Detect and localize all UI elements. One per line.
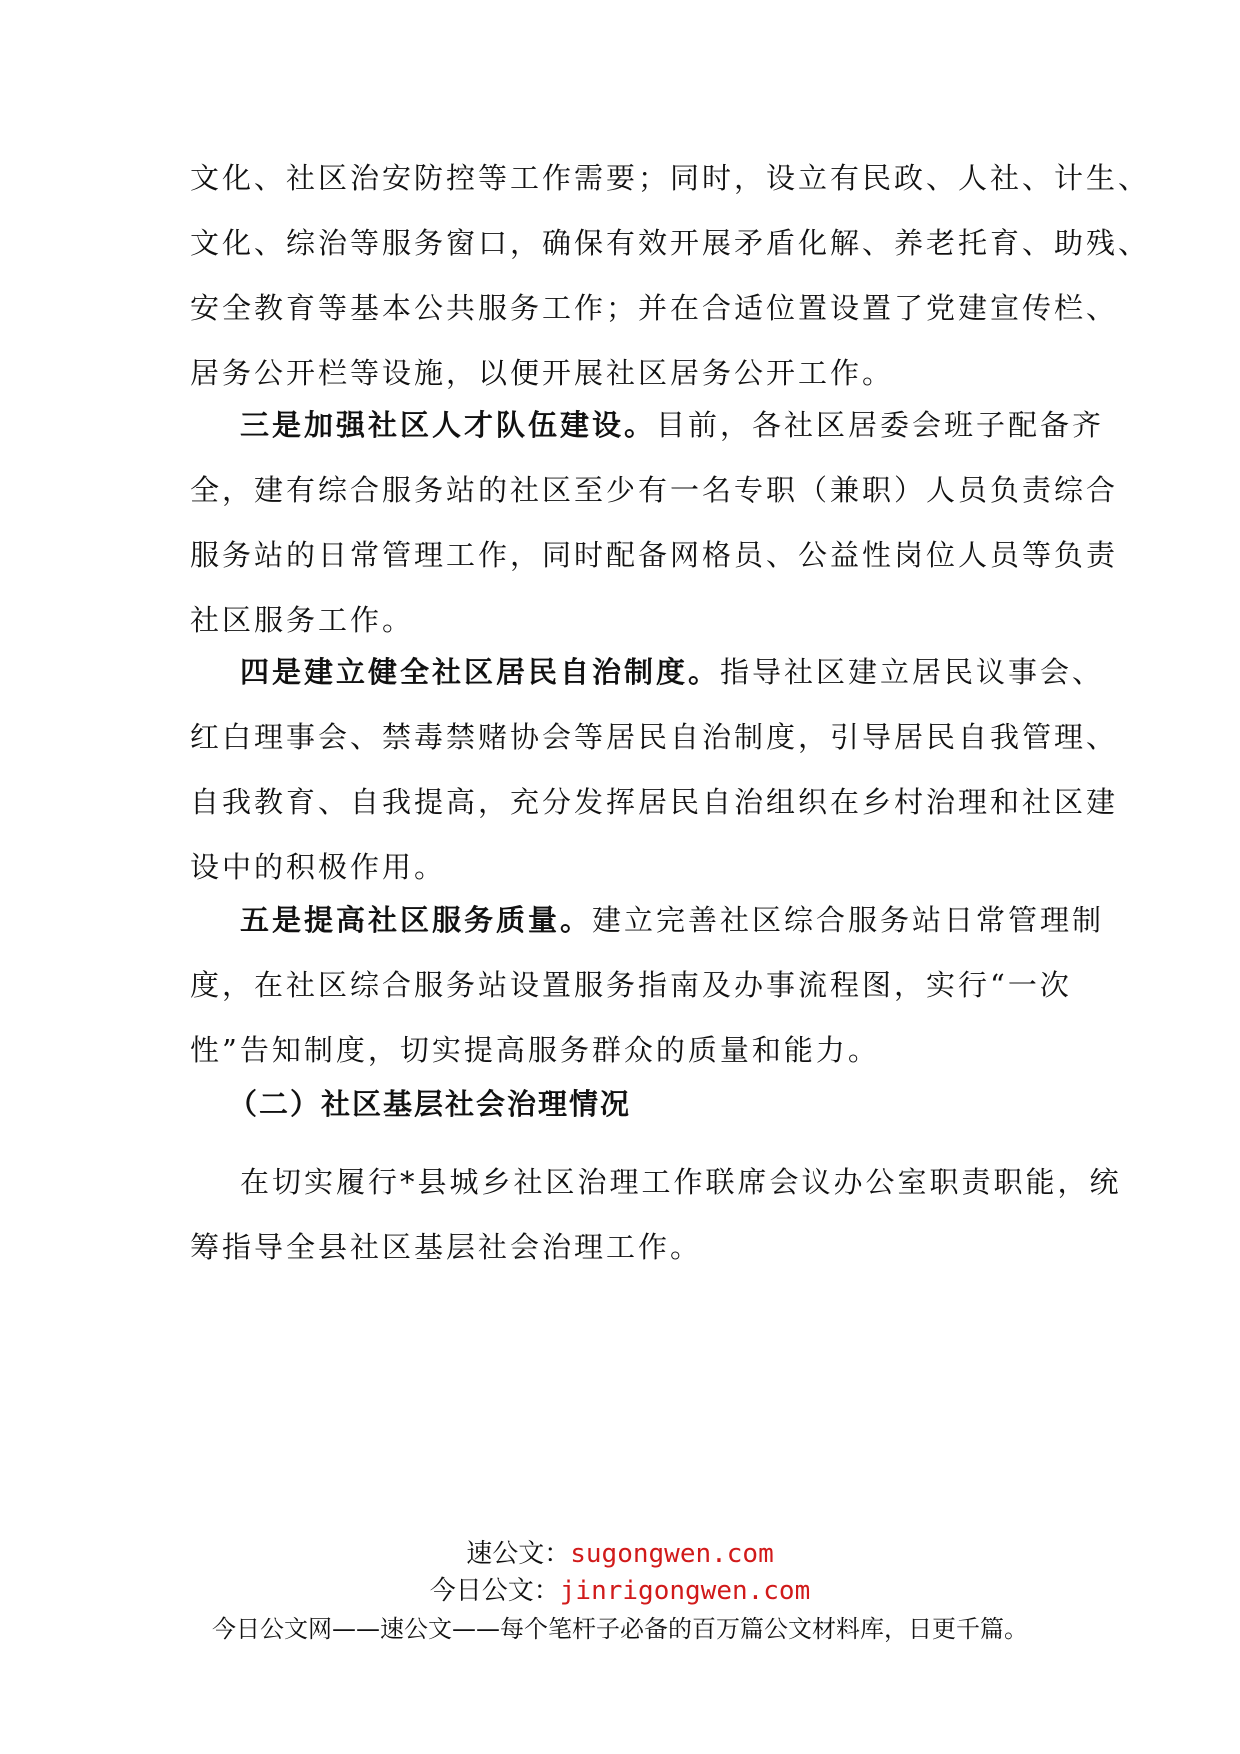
- footer-label: 今日公文：: [429, 1576, 560, 1606]
- footer-line-jinrigongwen: [0, 1574, 1240, 1608]
- paragraph-talent-team: [190, 393, 1119, 653]
- paragraph-line: 文化、综治等服务窗口，确保有效开展矛盾化解、养老托育、助残、: [190, 226, 1151, 260]
- paragraph-lead: 五是提高社区服务质量。: [240, 903, 593, 937]
- section-heading: （二）社区基层社会治理情况: [228, 1087, 632, 1121]
- paragraph-first-line: [190, 888, 1105, 953]
- paragraph-line: 社区服务工作。: [190, 603, 415, 637]
- paragraph-line-rest: 建立完善社区综合服务站日常管理制: [592, 903, 1105, 937]
- paragraph-line-rest: 目前，各社区居委会班子配备齐: [656, 408, 1105, 442]
- paragraph-line: 安全教育等基本公共服务工作；并在合适位置设置了党建宣传栏、: [190, 291, 1119, 325]
- paragraph-governance-summary: [190, 1150, 1122, 1280]
- footer-link-jinrigongwen[interactable]: jinrigongwen.com: [559, 1576, 811, 1606]
- paragraph-line: 居务公开栏等设施，以便开展社区居务公开工作。: [190, 356, 895, 390]
- paragraph-line: 全，建有综合服务站的社区至少有一名专职（兼职）人员负责综合: [190, 473, 1119, 507]
- paragraph-line: 设中的积极作用。: [190, 850, 447, 884]
- paragraph-line: 性”告知制度，切实提高服务群众的质量和能力。: [190, 1033, 880, 1067]
- paragraph-line: 服务站的日常管理工作，同时配备网格员、公益性岗位人员等负责: [190, 538, 1119, 572]
- footer-slogan: 今日公文网——速公文——每个笔杆子必备的百万篇公文材料库，日更千篇。: [212, 1615, 1028, 1643]
- paragraph-line: 红白理事会、禁毒禁赌协会等居民自治制度，引导居民自我管理、: [190, 720, 1119, 754]
- paragraph-line: 自我教育、自我提高，充分发挥居民自治组织在乡村治理和社区建: [190, 785, 1119, 819]
- paragraph-continuation: [190, 146, 1151, 406]
- paragraph-line: 文化、社区治安防控等工作需要；同时，设立有民政、人社、计生、: [190, 161, 1151, 195]
- paragraph-line: 度，在社区综合服务站设置服务指南及办事流程图，实行“一次: [190, 968, 1072, 1002]
- paragraph-self-governance: [190, 640, 1119, 900]
- paragraph-first-line: [190, 640, 1105, 705]
- paragraph-lead: 四是建立健全社区居民自治制度。: [240, 655, 721, 689]
- footer-line-sugongwen: [0, 1537, 1240, 1571]
- paragraph-line: 筹指导全县社区基层社会治理工作。: [190, 1230, 703, 1264]
- paragraph-lead: 三是加强社区人才队伍建设。: [240, 408, 657, 442]
- paragraph-line: 在切实履行*县城乡社区治理工作联席会议办公室职责职能，统: [240, 1165, 1122, 1199]
- footer-label: 速公文：: [466, 1539, 571, 1569]
- paragraph-line-rest: 指导社区建立居民议事会、: [720, 655, 1105, 689]
- paragraph-first-line: [190, 393, 1105, 458]
- paragraph-service-quality: [190, 888, 1105, 1083]
- footer-link-sugongwen[interactable]: sugongwen.com: [570, 1539, 774, 1569]
